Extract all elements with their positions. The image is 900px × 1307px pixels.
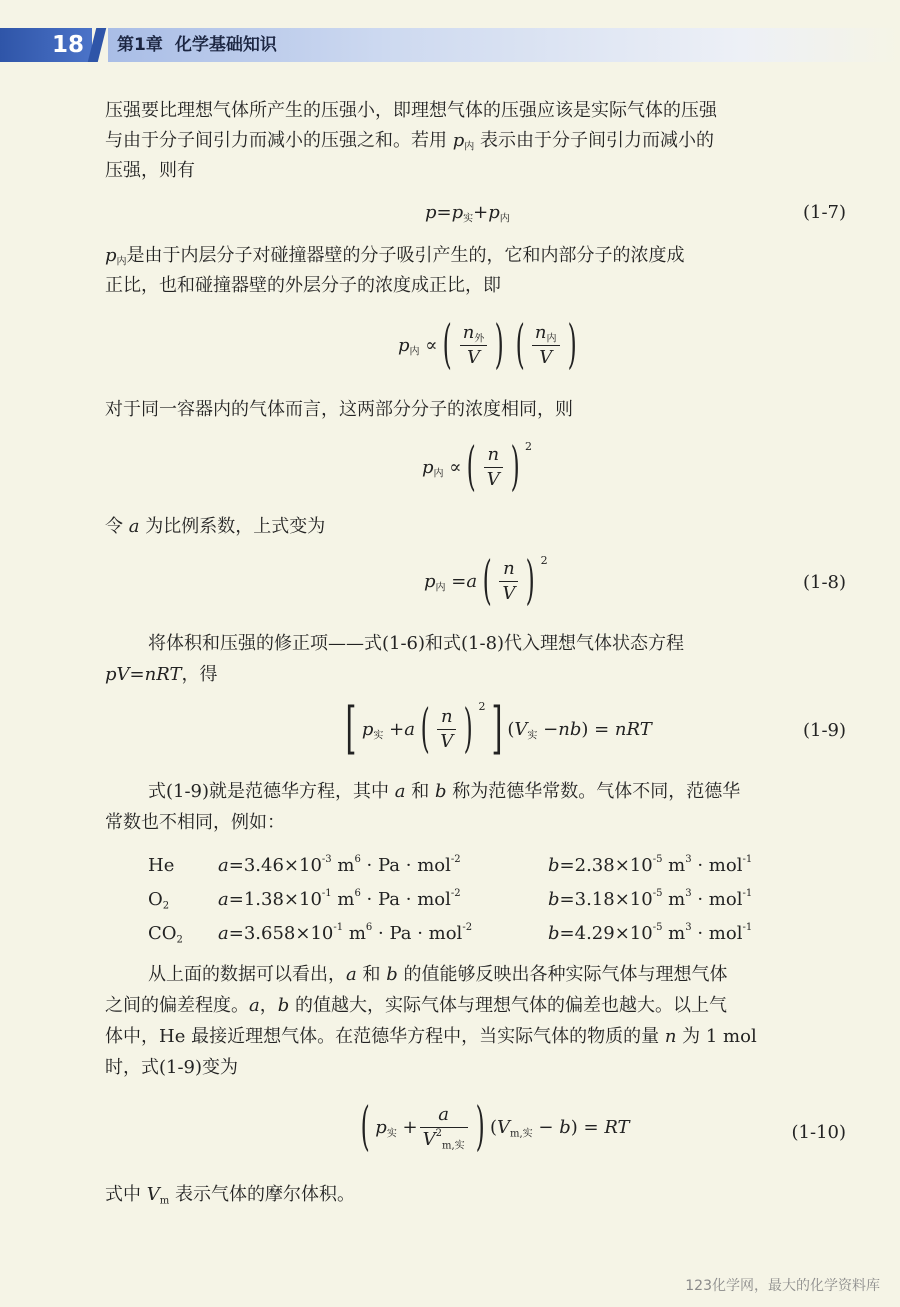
- page-header: [0, 28, 900, 62]
- para5-line1: 将体积和压强的修正项——式(1-6)和式(1-8)代入理想气体状态方程: [148, 633, 685, 654]
- para7-line2: 之间的偏差程度。a，b 的值越大，实际气体与理想气体的偏差也越大。以上气: [105, 995, 727, 1016]
- proportion-2: $p_内$ ∝ ( $\frac{n}{V}$ ) 2: [422, 437, 533, 497]
- chapter-name: 化学基础知识: [174, 35, 277, 55]
- para5-line2: pV=nRT，得: [105, 664, 218, 685]
- a-constant: $a=1.38\times 10^{-1}$ $m^6 \cdot Pa \cdot mol^{-2}$: [218, 888, 461, 910]
- equation-1-9: [ $p_实 +a$ ( $\frac{n}{V}$ ) 2] $(V_实 -nb)$ = nRT: [345, 696, 652, 761]
- para7-d: 之间的偏差程度。: [105, 995, 249, 1016]
- para3-line1: 对于同一容器内的气体而言，这两部分分子的浓度相同，则: [105, 399, 573, 420]
- para7-c: 的值能够反映出各种实际气体与理想气体: [403, 964, 728, 985]
- para1-line2-b: 表示由于分子间引力而减小的: [480, 130, 714, 151]
- page-number: 18: [0, 28, 92, 62]
- para7-line3: 体中，He 最接近理想气体。在范德华方程中，当实际气体的物质的量 n 为 1 mol: [105, 1026, 757, 1047]
- gas-name: $O_2$: [148, 889, 170, 912]
- para7-g: 体中，He 最接近理想气体。在范德华方程中，当实际气体的物质的量: [105, 1026, 660, 1047]
- para6-b: 和: [411, 781, 430, 802]
- equation-1-8: $p_内 =a$ ( $\frac{n}{V}$ ) 2: [424, 551, 548, 611]
- para2-line1: $p_内$是由于内层分子对碰撞器壁的分子吸引产生的，它和内部分子的浓度成: [105, 245, 685, 268]
- para1-line1: 压强要比理想气体所产生的压强小，即理想气体的压强应该是实际气体的压强: [105, 100, 717, 121]
- equation-1-9-number: (1-9): [802, 720, 846, 741]
- para2-line1-text: 是由于内层分子对碰撞器壁的分子吸引产生的，它和内部分子的浓度成: [126, 245, 685, 266]
- para6-c: 称为范德华常数。气体不同，范德华: [452, 781, 741, 802]
- equation-1-10-number: (1-10): [791, 1122, 846, 1143]
- para6-line2: 常数也不相同，例如：: [105, 812, 285, 833]
- chapter-title: [117, 28, 277, 62]
- para1-line2: 与由于分子间引力而减小的压强之和。若用 $p_内$ 表示由于分子间引力而减小的: [105, 130, 714, 153]
- gas-name: $CO_2$: [148, 923, 183, 946]
- para1-line2-a: 与由于分子间引力而减小的压强之和。若用: [105, 130, 447, 151]
- proportion-1: $p_内$ ∝ ( $\frac{n_外}{V}$ ) ( $\frac{n_内}{V}$ ): [398, 315, 577, 375]
- a-constant: $a=3.46\times 10^{-3}$ $m^6 \cdot Pa \cdot mol^{-2}$: [218, 854, 461, 876]
- para8-b: 表示气体的摩尔体积。: [174, 1184, 355, 1205]
- para7-h: 为 1 mol: [682, 1026, 757, 1047]
- equation-1-10: ( $p_实$ + $\frac{a}{V^2_{m,实}}$ ) $(V_{m,实} - b)$ = RT: [360, 1097, 630, 1157]
- para4-a: 令: [105, 516, 123, 537]
- chapter-number: 第1章: [117, 35, 163, 55]
- b-constant: $b=4.29\times 10^{-5}$ $m^3 \cdot mol^{-1}$: [548, 922, 753, 944]
- a-constant: $a=3.658\times 10^{-1}$ $m^6 \cdot Pa \cdot mol^{-2}$: [218, 922, 473, 944]
- para5-line2-text: ，得: [181, 664, 218, 685]
- b-constant: $b=3.18\times 10^{-5}$ $m^3 \cdot mol^{-1}$: [548, 888, 753, 910]
- para7-line4: 时，式(1-9)变为: [105, 1057, 239, 1078]
- para1-line3: 压强，则有: [105, 160, 195, 181]
- para4-line1: 令 a 为比例系数，上式变为: [105, 516, 326, 537]
- para8-a: 式中: [105, 1184, 141, 1205]
- para2-line2: 正比，也和碰撞器壁的外层分子的浓度成正比，即: [105, 275, 501, 296]
- watermark-footer: 123化学网，最大的化学资料库: [685, 1278, 880, 1294]
- para7-line1: 从上面的数据可以看出，a 和 b 的值能够反映出各种实际气体与理想气体: [148, 964, 728, 985]
- para6-a: 式(1-9)就是范德华方程，其中: [148, 781, 390, 802]
- para7-e: ，: [259, 995, 278, 1016]
- para7-a: 从上面的数据可以看出，: [148, 964, 346, 985]
- equation-1-8-number: (1-8): [802, 572, 846, 593]
- para7-f: 的值越大，实际气体与理想气体的偏差也越大。以上气: [295, 995, 727, 1016]
- para7-b: 和: [362, 964, 381, 985]
- equation-1-7: $p=p_实+p_内$: [425, 202, 510, 225]
- b-constant: $b=2.38\times 10^{-5}$ $m^3 \cdot mol^{-1}$: [548, 854, 753, 876]
- gas-name: He: [148, 855, 175, 876]
- para6-line1: 式(1-9)就是范德华方程，其中 a 和 b 称为范德华常数。气体不同，范德华: [148, 781, 741, 802]
- para8-line1: 式中 $V_m$ 表示气体的摩尔体积。: [105, 1184, 355, 1207]
- equation-1-7-number: (1-7): [802, 202, 846, 223]
- para4-b: 为比例系数，上式变为: [145, 516, 326, 537]
